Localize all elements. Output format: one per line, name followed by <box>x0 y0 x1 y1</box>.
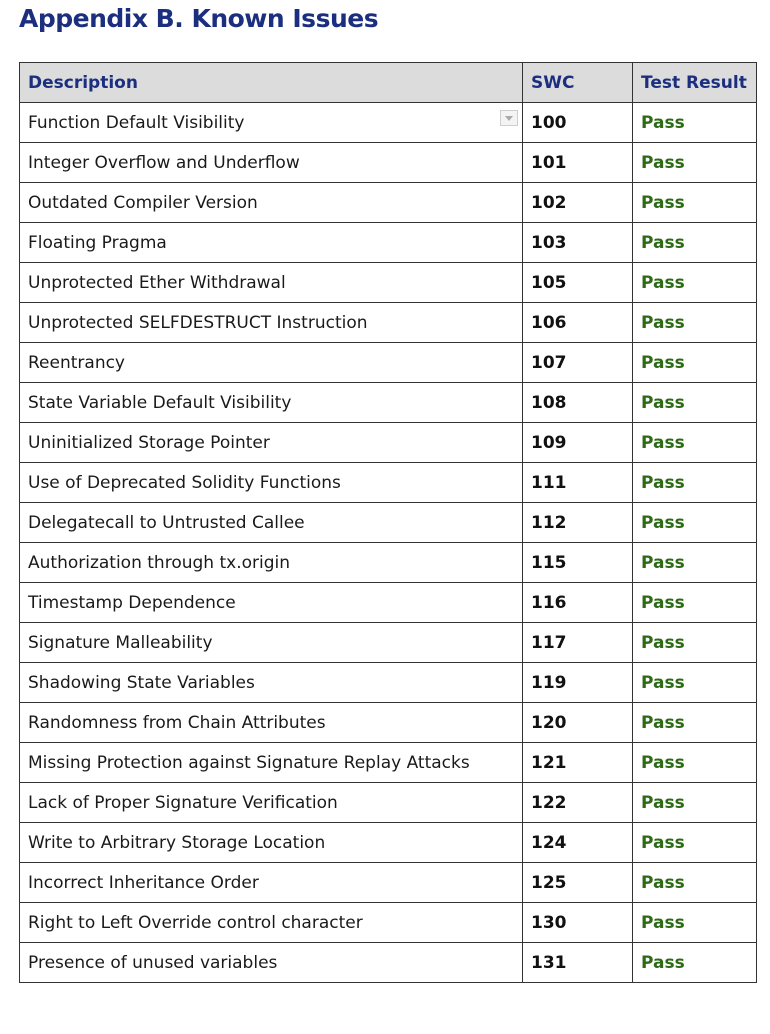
test-result: Pass <box>633 743 757 783</box>
test-result: Pass <box>633 183 757 223</box>
issue-description-cell <box>20 143 523 183</box>
test-result: Pass <box>633 303 757 343</box>
swc-id: 112 <box>523 503 633 543</box>
issue-description: Integer Overflow and Underflow <box>28 152 300 173</box>
issue-description: Timestamp Dependence <box>28 592 236 613</box>
table-row <box>20 103 757 143</box>
table-row <box>20 463 757 503</box>
test-result: Pass <box>633 423 757 463</box>
issue-description-cell <box>20 823 523 863</box>
test-result: Pass <box>633 783 757 823</box>
issue-description-cell <box>20 423 523 463</box>
issue-description: Missing Protection against Signature Replay Attacks <box>28 752 470 773</box>
issue-description-cell <box>20 543 523 583</box>
table-row <box>20 263 757 303</box>
table-row <box>20 183 757 223</box>
table-row <box>20 783 757 823</box>
swc-id: 124 <box>523 823 633 863</box>
chevron-down-icon[interactable] <box>500 110 518 126</box>
page-title: Appendix B. Known Issues <box>19 4 379 33</box>
test-result: Pass <box>633 623 757 663</box>
table-row <box>20 903 757 943</box>
issue-description: Lack of Proper Signature Verification <box>28 792 338 813</box>
test-result: Pass <box>633 863 757 903</box>
swc-id: 105 <box>523 263 633 303</box>
issue-description: Uninitialized Storage Pointer <box>28 432 270 453</box>
issue-description-cell <box>20 503 523 543</box>
table-row <box>20 863 757 903</box>
swc-id: 106 <box>523 303 633 343</box>
swc-id: 131 <box>523 943 633 983</box>
issue-description: Incorrect Inheritance Order <box>28 872 259 893</box>
swc-id: 121 <box>523 743 633 783</box>
swc-id: 115 <box>523 543 633 583</box>
issue-description-cell <box>20 303 523 343</box>
table-body <box>20 103 757 983</box>
swc-id: 100 <box>523 103 633 143</box>
issue-description: Outdated Compiler Version <box>28 192 258 213</box>
swc-id: 117 <box>523 623 633 663</box>
table-row <box>20 343 757 383</box>
issue-description: Reentrancy <box>28 352 125 373</box>
issue-description-cell <box>20 663 523 703</box>
table-row <box>20 583 757 623</box>
swc-id: 125 <box>523 863 633 903</box>
issue-description: State Variable Default Visibility <box>28 392 292 413</box>
test-result: Pass <box>633 903 757 943</box>
issue-description: Use of Deprecated Solidity Functions <box>28 472 341 493</box>
issue-description: Shadowing State Variables <box>28 672 255 693</box>
table-row <box>20 623 757 663</box>
issue-description-cell <box>20 583 523 623</box>
issue-description: Randomness from Chain Attributes <box>28 712 326 733</box>
test-result: Pass <box>633 263 757 303</box>
swc-id: 122 <box>523 783 633 823</box>
swc-id: 119 <box>523 663 633 703</box>
issue-description-cell <box>20 223 523 263</box>
issue-description-cell <box>20 343 523 383</box>
issue-description: Right to Left Override control character <box>28 912 363 933</box>
header-description: Description <box>20 63 523 103</box>
test-result: Pass <box>633 543 757 583</box>
test-result: Pass <box>633 663 757 703</box>
issue-description-cell <box>20 103 523 143</box>
table-row <box>20 543 757 583</box>
table-row <box>20 383 757 423</box>
issue-description-cell <box>20 783 523 823</box>
swc-id: 101 <box>523 143 633 183</box>
test-result: Pass <box>633 823 757 863</box>
issue-description: Floating Pragma <box>28 232 167 253</box>
test-result: Pass <box>633 583 757 623</box>
issue-description: Write to Arbitrary Storage Location <box>28 832 326 853</box>
issue-description-cell <box>20 703 523 743</box>
table-header-row <box>20 63 757 103</box>
swc-id: 111 <box>523 463 633 503</box>
table-row <box>20 303 757 343</box>
swc-id: 102 <box>523 183 633 223</box>
test-result: Pass <box>633 703 757 743</box>
header-test-result: Test Result <box>633 63 757 103</box>
known-issues-table <box>19 62 757 983</box>
swc-id: 103 <box>523 223 633 263</box>
issue-description-cell <box>20 463 523 503</box>
issue-description-cell <box>20 183 523 223</box>
test-result: Pass <box>633 143 757 183</box>
swc-id: 120 <box>523 703 633 743</box>
table-row <box>20 143 757 183</box>
table-row <box>20 223 757 263</box>
table-row <box>20 423 757 463</box>
swc-id: 109 <box>523 423 633 463</box>
test-result: Pass <box>633 343 757 383</box>
test-result: Pass <box>633 943 757 983</box>
swc-id: 108 <box>523 383 633 423</box>
issue-description-cell <box>20 383 523 423</box>
test-result: Pass <box>633 463 757 503</box>
issue-description: Unprotected Ether Withdrawal <box>28 272 286 293</box>
test-result: Pass <box>633 223 757 263</box>
issue-description: Function Default Visibility <box>28 112 245 133</box>
issue-description-cell <box>20 903 523 943</box>
test-result: Pass <box>633 383 757 423</box>
issue-description: Delegatecall to Untrusted Callee <box>28 512 305 533</box>
table-row <box>20 943 757 983</box>
issue-description-cell <box>20 623 523 663</box>
issue-description-cell <box>20 263 523 303</box>
swc-id: 107 <box>523 343 633 383</box>
table-row <box>20 663 757 703</box>
table-row <box>20 703 757 743</box>
issue-description-cell <box>20 943 523 983</box>
issue-description: Presence of unused variables <box>28 952 278 973</box>
issue-description: Authorization through tx.origin <box>28 552 290 573</box>
table-row <box>20 823 757 863</box>
swc-id: 116 <box>523 583 633 623</box>
header-swc: SWC <box>523 63 633 103</box>
test-result: Pass <box>633 103 757 143</box>
swc-id: 130 <box>523 903 633 943</box>
issue-description-cell <box>20 743 523 783</box>
test-result: Pass <box>633 503 757 543</box>
issue-description-cell <box>20 863 523 903</box>
table-row <box>20 503 757 543</box>
table-row <box>20 743 757 783</box>
issue-description: Signature Malleability <box>28 632 213 653</box>
issue-description: Unprotected SELFDESTRUCT Instruction <box>28 312 368 333</box>
